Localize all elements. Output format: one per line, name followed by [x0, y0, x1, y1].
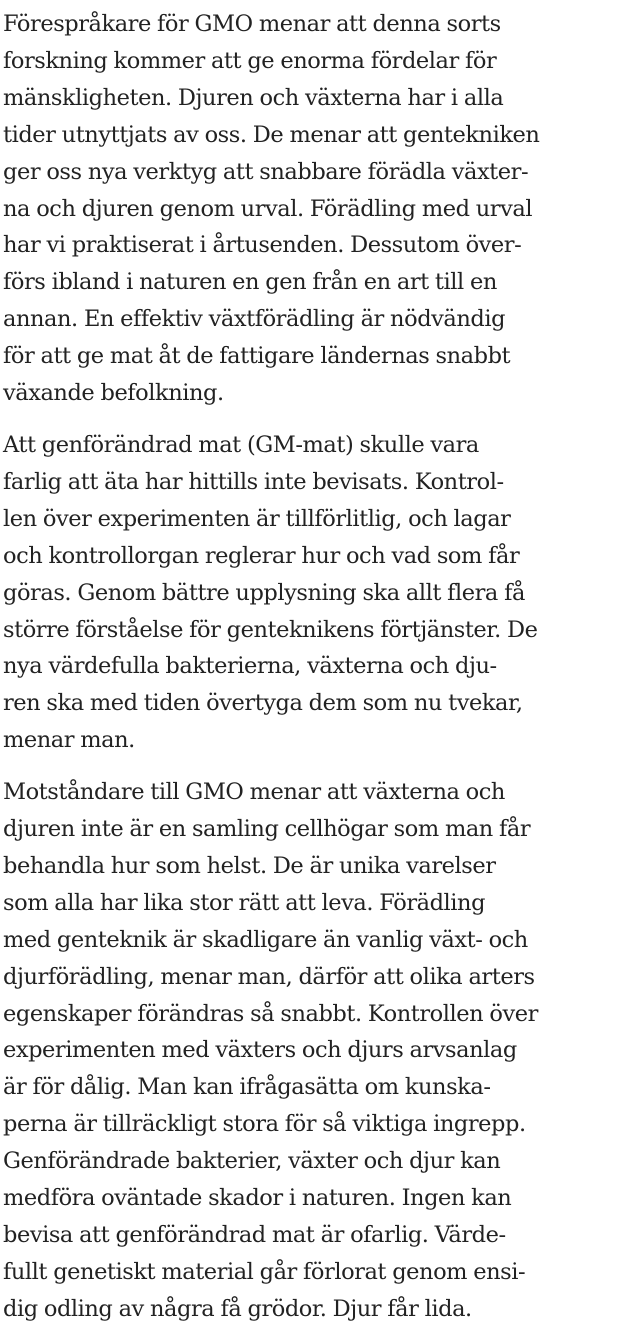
document-page [3, 6, 619, 1343]
text-line: förs ibland i naturen en gen från en art till en [3, 269, 497, 296]
text-line: Förespråkare för GMO menar att denna sorts [3, 11, 501, 37]
paragraph-proponents [3, 6, 619, 412]
text-line: menar man. [3, 727, 135, 754]
text-line: för att ge mat åt de fattigare ländernas snabbt [3, 343, 511, 370]
text-line: annan. En effektiv växtförädling är nödvändig [3, 306, 506, 333]
text-line: len över experimenten är tillförlitlig, och lagar [3, 505, 511, 532]
text-line: medföra oväntade skador i naturen. Ingen kan [3, 1185, 512, 1212]
text-line: Att genförändrad mat (GM-mat) skulle vara [3, 431, 479, 458]
text-line: göras. Genom bättre upplysning ska allt flera få [3, 579, 525, 606]
text-line: Genförändrade bakterier, växter och djur kan [3, 1148, 501, 1175]
text-line: forskning kommer att ge enorma fördelar för [3, 47, 497, 74]
text-line: fullt genetiskt material går förlorat genom ensi- [3, 1258, 526, 1285]
text-line: med genteknik är skadligare än vanlig växt- och [3, 926, 528, 953]
text-line: egenskaper förändras så snabbt. Kontrollen över [3, 1000, 538, 1027]
paragraph-safety-claims [3, 427, 619, 759]
text-line: mänskligheten. Djuren och växterna har i alla [3, 84, 504, 111]
text-line: nya värdefulla bakterierna, växterna och dju- [3, 653, 497, 680]
text-line: farlig att äta har hittills inte bevisats. Kontrol- [3, 468, 504, 495]
text-line: bevisa att genförändrad mat är ofarlig. Värde- [3, 1222, 506, 1248]
text-line: perna är tillräckligt stora för så viktiga ingrepp. [3, 1111, 526, 1138]
text-line: som alla har lika stor rätt att leva. Förädling [3, 889, 486, 916]
text-line: djuren inte är en samling cellhögar som man får [3, 816, 531, 843]
text-line: och kontrollorgan reglerar hur och vad som får [3, 542, 520, 569]
paragraph-opponents [3, 774, 619, 1328]
text-line: tider utnyttjats av oss. De menar att gentekniken [3, 121, 540, 148]
text-line: dig odling av några få grödor. Djur får lida. [3, 1295, 472, 1322]
text-line: ger oss nya verktyg att snabbare förädla växter- [3, 158, 529, 185]
text-line: har vi praktiserat i årtusenden. Dessutom över- [3, 232, 522, 259]
text-line: na och djuren genom urval. Förädling med urval [3, 195, 533, 222]
text-line: är för dålig. Man kan ifrågasätta om kunska- [3, 1074, 491, 1101]
text-line: behandla hur som helst. De är unika varelser [3, 852, 496, 879]
text-line: växande befolkning. [3, 380, 224, 407]
text-line: ren ska med tiden övertyga dem som nu tvekar, [3, 690, 523, 717]
text-line: experimenten med växters och djurs arvsanlag [3, 1037, 517, 1064]
text-line: Motståndare till GMO menar att växterna och [3, 779, 505, 806]
text-line: större förståelse för genteknikens förtjänster. De [3, 616, 538, 643]
text-line: djurförädling, menar man, därför att olika arters [3, 963, 535, 990]
